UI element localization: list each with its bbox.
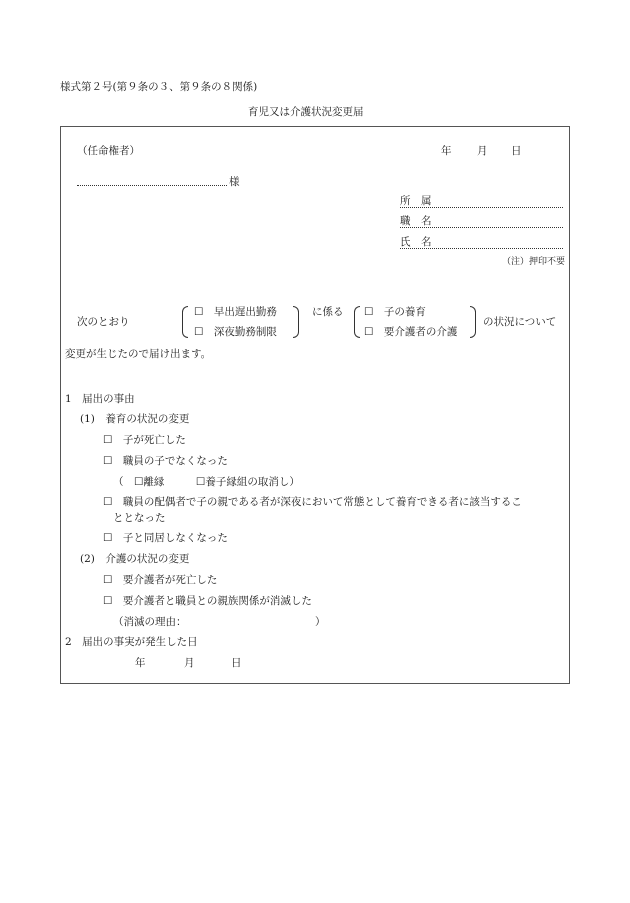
appointer-label: （任命権者） <box>77 145 140 157</box>
reason-close: ） <box>315 616 326 628</box>
applicant-name-label: 氏 名 <box>400 236 432 248</box>
left-brace-close <box>293 306 299 338</box>
form-title: 育児又は介護状況変更届 <box>248 106 364 118</box>
option-spouse-can-care-cont: ととなった <box>113 512 166 524</box>
applicant-affiliation-label: 所 属 <box>400 195 432 207</box>
date-day: 日 <box>511 145 522 157</box>
section1-sub1-heading: (1) 養育の状況の変更 <box>80 413 190 425</box>
situation-childcare[interactable]: ☐ 子の養育 <box>364 306 426 318</box>
section2-heading: 2 届出の事実が発生した日 <box>65 636 198 648</box>
option-spouse-can-care[interactable]: ☐ 職員の配偶者で子の親である者が深夜において常態として養育できる者に該当するこ <box>103 496 522 508</box>
statement-line2: 変更が生じたので届け出ます。 <box>65 348 212 360</box>
right-brace-close <box>470 306 476 338</box>
situation-nursing[interactable]: ☐ 要介護者の介護 <box>364 326 458 338</box>
event-date-month: 月 <box>184 657 195 669</box>
section1-sub2-heading: (2) 介護の状況の変更 <box>80 553 190 565</box>
option-care-recipient-died[interactable]: ☐ 要介護者が死亡した <box>103 574 218 586</box>
statement-connector: に係る <box>312 306 344 318</box>
addressee-suffix: 様 <box>229 176 240 188</box>
applicant-position-label: 職 名 <box>400 215 432 227</box>
seal-note: （注）押印不要 <box>502 257 566 267</box>
addressee-line[interactable] <box>77 185 227 186</box>
applicant-position-line[interactable] <box>400 227 563 228</box>
option-no-longer-child[interactable]: ☐ 職員の子でなくなった <box>103 455 228 467</box>
option-not-living-together[interactable]: ☐ 子と同居しなくなった <box>103 532 228 544</box>
option-child-died[interactable]: ☐ 子が死亡した <box>103 434 186 446</box>
restriction-early-late[interactable]: ☐ 早出遅出勤務 <box>194 306 277 318</box>
event-date-year: 年 <box>135 657 146 669</box>
right-brace-open <box>354 306 360 338</box>
option-adoption-detail[interactable]: （ ☐離縁 ☐養子縁組の取消し） <box>113 476 300 488</box>
left-brace-open <box>182 306 188 338</box>
applicant-affiliation-line[interactable] <box>400 207 563 208</box>
date-month: 月 <box>477 145 488 157</box>
restriction-late-night[interactable]: ☐ 深夜勤務制限 <box>194 326 277 338</box>
event-date-day: 日 <box>231 657 242 669</box>
option-kinship-ended[interactable]: ☐ 要介護者と職員との親族関係が消滅した <box>103 595 312 607</box>
section1-heading: 1 届出の事由 <box>65 393 135 405</box>
date-year: 年 <box>441 145 452 157</box>
statement-prefix: 次のとおり <box>77 316 130 328</box>
form-number: 様式第２号(第９条の３、第９条の８関係) <box>60 81 258 93</box>
applicant-name-line[interactable] <box>400 248 563 249</box>
statement-suffix: の状況について <box>483 316 557 328</box>
reason-label: （消滅の理由： <box>113 616 187 628</box>
